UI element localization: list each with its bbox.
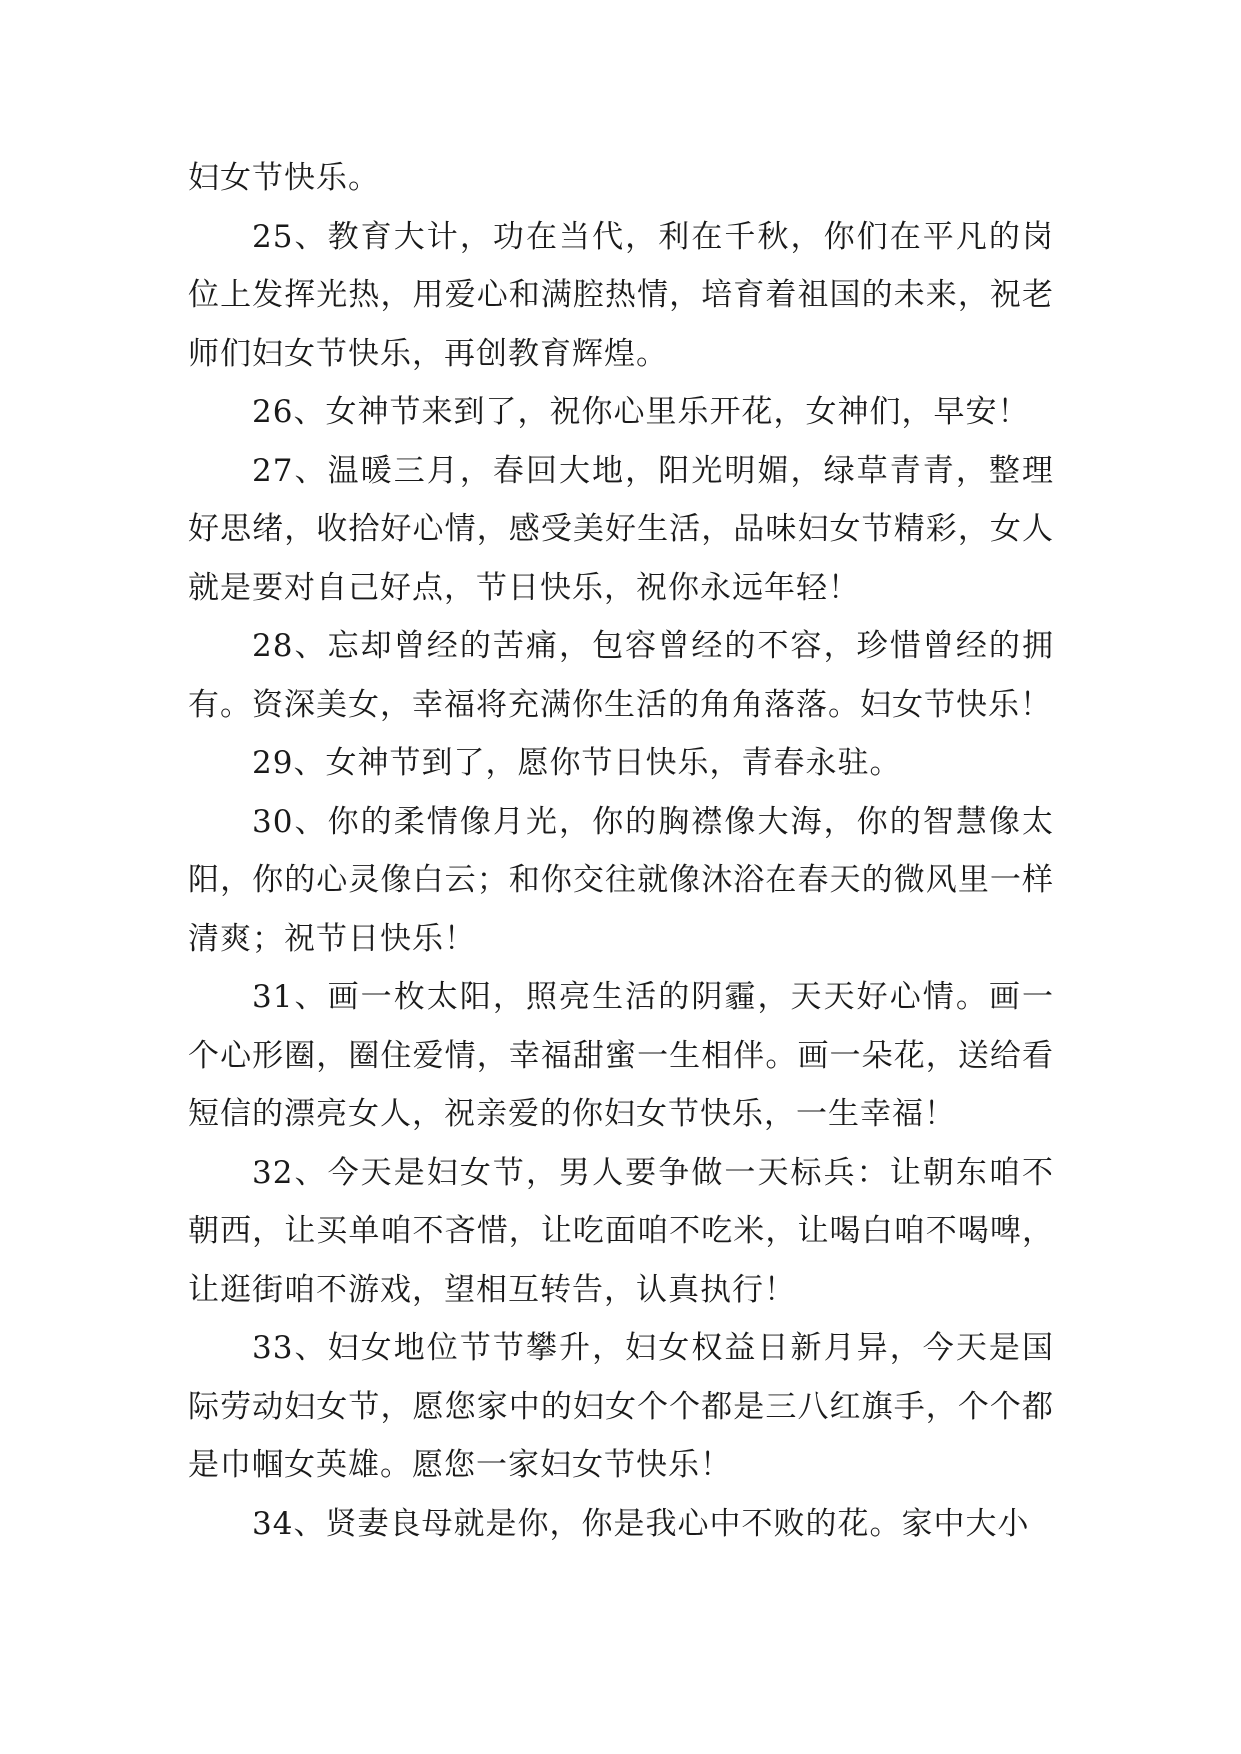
paragraph-30: 30、你的柔情像月光，你的胸襟像大海，你的智慧像太阳，你的心灵像白云；和你交往就像沐浴在春天的微风里一样清爽；祝节日快乐！ bbox=[188, 803, 1054, 957]
paragraph-31: 31、画一枚太阳，照亮生活的阴霾，天天好心情。画一个心形圈，圈住爱情，幸福甜蜜一生相伴。画一朵花，送给看短信的漂亮女人，祝亲爱的你妇女节快乐，一生幸福！ bbox=[188, 979, 1054, 1132]
paragraph-continuation: 妇女节快乐。 bbox=[188, 160, 380, 196]
paragraph-26: 26、女神节来到了，祝你心里乐开花，女神们，早安！ bbox=[252, 394, 1030, 430]
paragraph-34: 34、贤妻良母就是你，你是我心中不败的花。家中大小 bbox=[252, 1505, 1030, 1542]
paragraph-29: 29、女神节到了，愿你节日快乐，青春永驻。 bbox=[252, 745, 902, 781]
paragraph-28: 28、忘却曾经的苦痛，包容曾经的不容，珍惜曾经的拥有。资深美女，幸福将充满你生活的角角落落。妇女节快乐！ bbox=[188, 628, 1054, 723]
paragraph-32: 32、今天是妇女节，男人要争做一天标兵：让朝东咱不朝西，让买单咱不吝惜，让吃面咱不吃米，让喝白咱不喝啤，让逛街咱不游戏，望相互转告，认真执行！ bbox=[188, 1154, 1054, 1308]
document-body bbox=[188, 149, 1054, 1553]
paragraph-33: 33、妇女地位节节攀升，妇女权益日新月异，今天是国际劳动妇女节，愿您家中的妇女个个都是三八红旗手，个个都是巾帼女英雄。愿您一家妇女节快乐！ bbox=[188, 1330, 1054, 1483]
paragraph-27: 27、温暖三月，春回大地，阳光明媚，绿草青青，整理好思绪，收拾好心情，感受美好生活，品味妇女节精彩，女人就是要对自己好点，节日快乐，祝你永远年轻！ bbox=[188, 452, 1054, 606]
paragraph-25: 25、教育大计，功在当代，利在千秋，你们在平凡的岗位上发挥光热，用爱心和满腔热情，培育着祖国的未来，祝老师们妇女节快乐，再创教育辉煌。 bbox=[188, 218, 1054, 372]
